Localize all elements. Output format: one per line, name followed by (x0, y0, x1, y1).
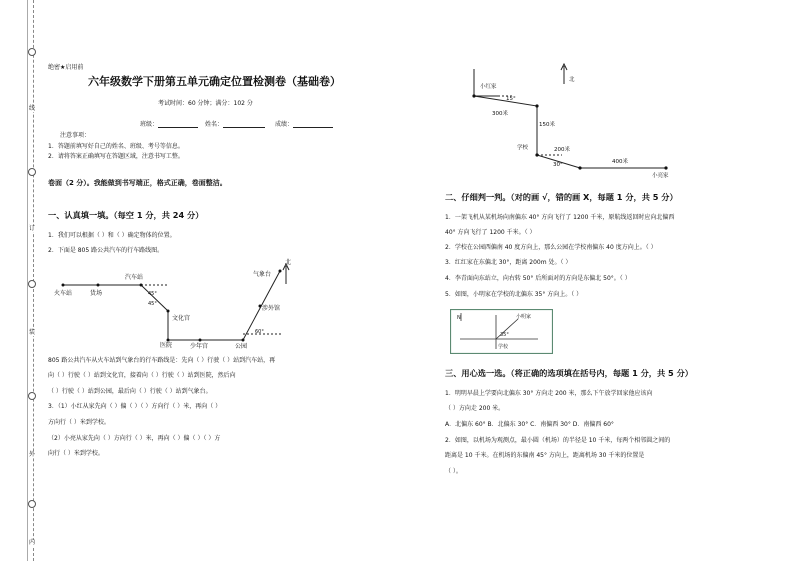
notes-title: 注意事项： (60, 132, 91, 139)
home-xiaohong: 小红家 (480, 84, 497, 90)
section1-title: 一、认真填一填。（每空 1 分，共 24 分） (48, 210, 204, 220)
question-1-3b-line1: （2）小亮从家先向（ ）方向行（ ）米，再向（ ）偏（ ）（ ）方 (48, 435, 221, 442)
bus-route-map (48, 258, 298, 350)
binding-hole (28, 500, 36, 508)
route-question-line3: （ ）行驶（ ）站到公园，最后向（ ）行驶（ ）站到气象台。 (48, 388, 212, 395)
school-label: 学校 (498, 344, 509, 350)
question-3-2a: 2．如图，以机场为观测点，最小圆（机场）的半径是 10 千米，每两个相邻圆之间的 (445, 437, 671, 444)
score-label: 成绩： (275, 121, 294, 128)
route-line (63, 271, 280, 340)
station-label: 货场 (90, 290, 103, 297)
path-map (440, 58, 700, 178)
sidebar-char: 订 (29, 225, 36, 232)
question-2-1b: 40° 方向飞行了 1200 千米。（ ） (445, 229, 536, 236)
secret-label: 绝密★启用前 (48, 64, 84, 71)
question-2-1a: 1．一架飞机从某机场向南偏东 40° 方向飞行了 1200 千米，原航线返回时应向北偏西 (445, 214, 675, 221)
xiaoming-home-label: 小明家 (516, 314, 532, 320)
question-3-2b: 距离是 10 千米。在机场的东偏南 45° 方向上，距离机场 30 千米的位置是 (445, 452, 645, 459)
station-label: 汽车站 (125, 274, 144, 281)
angle-label: 45° (148, 291, 157, 297)
station-label: 气象台 (253, 271, 272, 278)
binding-hole (28, 48, 36, 56)
distance-label: 150米 (539, 122, 555, 128)
angle-label: 60° (255, 329, 264, 335)
question-3-1-options: A．北偏东 60° B．北偏东 30° C．南偏西 30° D．南偏西 60° (445, 421, 614, 428)
binding-line (27, 0, 28, 561)
angle-label: 45° (148, 301, 157, 307)
station-label: 医院 (160, 342, 173, 349)
question-2-5: 5．如图，小明家在学校的北偏东 35° 方向上。（ ） (445, 291, 583, 298)
class-label: 班级： (140, 121, 159, 128)
question-1-3a-line1: 3．（1）小红从家先向（ ）偏（ ）（ ）方向行（ ）米，再向（ ） (48, 403, 222, 410)
question-2-2: 2．学校在公园西偏南 40 度方向上，那么公园在学校南偏东 40 度方向上。（ ） (445, 244, 657, 251)
sidebar-char: 线 (29, 105, 36, 112)
station-label: 涉外馆 (262, 305, 281, 312)
section3-title: 三、用心选一选。（将正确的选项填在括号内，每题 1 分，共 5 分） (445, 368, 693, 378)
score-field[interactable] (275, 119, 333, 128)
station-label: 文化宫 (172, 315, 191, 322)
neatness-note: 卷面（2 分）。我能做到书写端正，格式正确，卷面整洁。 (48, 179, 227, 187)
distance-label: 400米 (612, 159, 628, 165)
xiaoming-figure (450, 309, 553, 354)
binding-hole (28, 280, 36, 288)
path-line (474, 96, 666, 168)
question-1-3b-line2: 向行（ ）米到学校。 (48, 450, 104, 457)
binding-hole (28, 168, 36, 176)
angle-label: 35° (500, 332, 509, 338)
question-3-2c: （ ）。 (445, 468, 462, 475)
sidebar-char: 外 (29, 451, 36, 458)
angle-label: 15° (506, 96, 516, 102)
angle-label: 30° (553, 162, 563, 168)
binding-hole (28, 392, 36, 400)
name-label: 姓名： (205, 121, 224, 128)
class-field[interactable] (140, 119, 198, 128)
route-question-line2: 向（ ）行驶（ ）站到文化宫，接着向（ ）行驶（ ）站到医院，然后向 (48, 372, 236, 379)
section2-title: 二、仔细判一判。（对的画 √，错的画 X，每题 1 分，共 5 分） (445, 192, 678, 202)
station-label: 公园 (235, 343, 248, 350)
distance-label: 300米 (492, 111, 508, 117)
name-field[interactable] (205, 119, 265, 128)
route-question-line1: 805 路公共汽车从火车站到气象台的行车路线是：先向（ ）行驶（ ）站到汽车站，再 (48, 357, 276, 364)
school-label: 学校 (517, 145, 529, 151)
question-3-1b: （ ）方向走 200 米。 (445, 405, 505, 412)
question-2-4: 4．李青面向东站立，向右转 50° 后所面对的方向是东偏北 50°。（ ） (445, 275, 631, 282)
north-label: 北 (285, 259, 292, 266)
station-label: 少年宫 (190, 343, 209, 350)
distance-label: 200米 (554, 147, 570, 153)
sidebar-char: 装 (29, 329, 36, 336)
sidebar-char: 内 (29, 539, 36, 546)
question-3-1a: 1．明明早晨上学要向北偏东 30° 方向走 200 米，那么下午放学回家他应该向 (445, 390, 653, 397)
page-title: 六年级数学下册第五单元确定位置检测卷（基础卷） (88, 75, 341, 88)
exam-info: 考试时间：60 分钟；满分：102 分 (158, 100, 253, 107)
note-1: 1．答题前填写好自己的姓名、班级、考号等信息。 (48, 143, 184, 150)
home-xiaoliang: 小亮家 (652, 173, 669, 178)
binding-margin (0, 0, 40, 561)
question-1-3a-line2: 方向行（ ）米到学校。 (48, 419, 110, 426)
question-2-3: 3．红红家在东偏北 30°，距离 200m 处。（ ） (445, 259, 572, 266)
north-label: 北 (569, 77, 575, 83)
question-1-2: 2．下面是 805 路公共汽车的行车路线图。 (48, 247, 164, 254)
station-label: 火车站 (54, 290, 73, 297)
note-2: 2．请将答案正确填写在答题区域，注意书写工整。 (48, 153, 184, 160)
question-1-1: 1．我们可以根据（ ）和（ ）确定物体的位置。 (48, 232, 176, 239)
north-label: N (457, 315, 461, 321)
